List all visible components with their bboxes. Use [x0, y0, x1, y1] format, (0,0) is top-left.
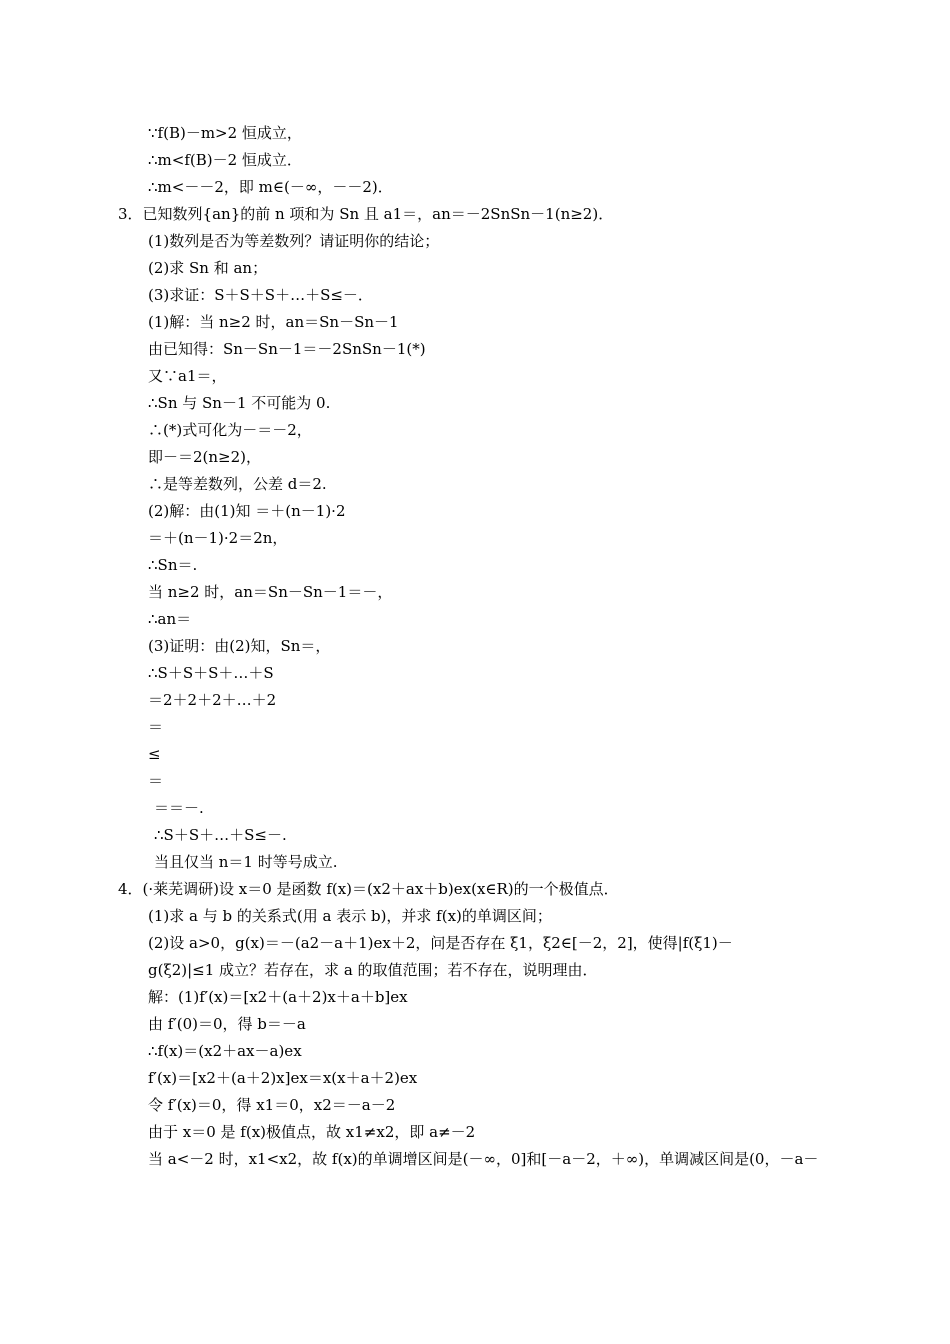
text-line: (2)解：由(1)知 ＝＋(n－1)·2 [148, 502, 346, 520]
text-line: ＝ [148, 772, 164, 790]
text-line: (3)证明：由(2)知，Sn＝， [148, 637, 331, 655]
text-line: (1)解：当 n≥2 时，an＝Sn－Sn－1 [148, 313, 399, 331]
text-line: ＝2＋2＋2＋…＋2 [148, 691, 277, 709]
text-line: 由已知得：Sn－Sn－1＝－2SnSn－1(*) [148, 340, 426, 358]
text-line: 即－＝2(n≥2)， [148, 448, 262, 466]
text-line: ＝＋(n－1)·2＝2n， [148, 529, 288, 547]
text-line: ∴Sn 与 Sn－1 不可能为 0. [148, 394, 331, 412]
text-line: ∴S＋S＋S＋…＋S [148, 664, 274, 682]
text-line: ∴m<－－2，即 m∈(－∞，－－2)． [148, 178, 393, 196]
text-line: ∴S＋S＋…＋S≤－. [154, 826, 287, 844]
text-line: ∴m<f(B)－2 恒成立． [148, 151, 302, 169]
text-line: (3)求证：S＋S＋S＋…＋S≤－． [148, 286, 373, 304]
problem-3-statement: 3．已知数列{an}的前 n 项和为 Sn 且 a1＝，an＝－2SnSn－1(n≥2)． [118, 205, 614, 223]
text-line: g(ξ2)|≤1 成立？若存在，求 a 的取值范围；若不存在，说明理由． [148, 961, 598, 979]
text-line: 解：(1)f′(x)＝[x2＋(a＋2)x＋a＋b]ex [148, 988, 408, 1006]
text-line: ∴(*)式可化为－＝－2， [148, 421, 312, 439]
text-line: ∴Sn＝. [148, 556, 198, 574]
text-line: (1)数列是否为等差数列？请证明你的结论； [148, 232, 440, 250]
text-line: 当 n≥2 时，an＝Sn－Sn－1＝－， [148, 583, 393, 601]
text-line: f′(x)＝[x2＋(a＋2)x]ex＝x(x＋a＋2)ex [148, 1069, 418, 1087]
text-line: ∴是等差数列，公差 d＝2. [148, 475, 327, 493]
text-line: 由 f′(0)＝0，得 b＝－a [148, 1015, 306, 1033]
text-line: 由于 x＝0 是 f(x)极值点，故 x1≠x2，即 a≠－2 [148, 1123, 476, 1141]
text-line: ＝ [148, 718, 164, 736]
text-line: ∵f(B)－m>2 恒成立， [148, 124, 302, 142]
text-line: ＝＝－. [154, 799, 204, 817]
text-line: 当 a<－2 时，x1<x2，故 f(x)的单调增区间是(－∞，0]和[－a－2，＋∞)，单调减区间是(0，－a－ [148, 1150, 819, 1168]
text-line: ∴f(x)＝(x2＋ax－a)ex [148, 1042, 302, 1060]
text-line: ∴an＝ [148, 610, 192, 628]
text-line: (2)设 a>0，g(x)＝－(a2－a＋1)ex＋2，问是否存在 ξ1，ξ2∈[－2，2]，使得|f(ξ1)－ [148, 934, 733, 952]
text-line: (2)求 Sn 和 an； [148, 259, 268, 277]
text-line: 令 f′(x)＝0，得 x1＝0，x2＝－a－2 [148, 1096, 396, 1114]
text-line: 当且仅当 n＝1 时等号成立. [154, 853, 338, 871]
problem-4-statement: 4．(·莱芜调研)设 x＝0 是函数 f(x)＝(x2＋ax＋b)ex(x∈R)的一个极值点． [118, 880, 619, 898]
text-line: ≤ [148, 745, 161, 763]
text-line: (1)求 a 与 b 的关系式(用 a 表示 b)，并求 f(x)的单调区间； [148, 907, 552, 925]
text-line: 又∵a1＝， [148, 367, 227, 385]
